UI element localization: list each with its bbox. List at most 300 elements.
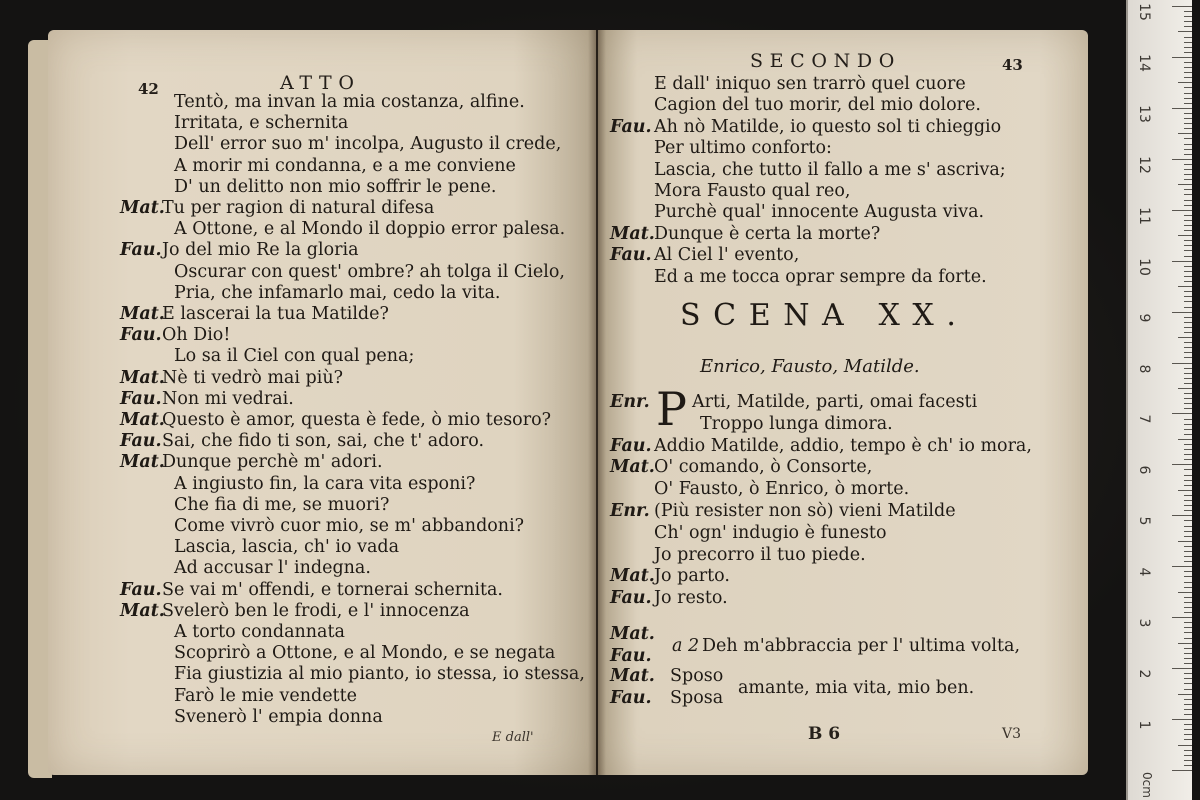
ruler-number: 2: [1136, 669, 1152, 679]
ruler-tick: [1172, 57, 1192, 58]
text-line: [120, 686, 357, 706]
ruler-tick: [1184, 205, 1192, 206]
text-line: [120, 410, 551, 430]
verse-text: Purchè qual' innocente Augusta viva.: [654, 202, 985, 223]
ruler-tick: [1184, 307, 1192, 308]
ruler-tick: [1184, 597, 1192, 598]
verse-text: Nè ti vedrò mai più?: [162, 367, 343, 388]
ruler-tick: [1178, 745, 1192, 746]
text-line: [120, 580, 503, 600]
verse-text: Svelerò ben le frodi, e l' innocenza: [162, 600, 470, 621]
ruler-tick: [1184, 683, 1192, 684]
verse-text: Ad accusar l' indegna.: [174, 558, 371, 579]
text-line: [610, 479, 909, 499]
verse-text: Per ultimo conforto:: [654, 138, 832, 159]
ruler-tick: [1184, 154, 1192, 155]
verse-text: Farò le mie vendette: [174, 685, 357, 706]
ruler-tick: [1184, 169, 1192, 170]
ruler-tick: [1184, 291, 1192, 292]
running-head-right: SECONDO: [750, 50, 901, 72]
speaker-label: Mat.: [610, 566, 655, 587]
verse-text: A torto condannata: [174, 622, 345, 642]
ruler-tick: [1178, 31, 1192, 32]
verse-text: Che fia di me, se muori?: [174, 494, 390, 515]
measuring-ruler: [1126, 0, 1192, 800]
ruler-tick: [1184, 576, 1192, 577]
ruler-tick: [1184, 128, 1192, 129]
ruler-tick: [1184, 42, 1192, 43]
ruler-tick: [1178, 184, 1192, 185]
speaker-label: Fau.: [610, 435, 652, 456]
ruler-tick: [1184, 103, 1192, 104]
page-number-left: 42: [138, 80, 159, 98]
ruler-tick: [1184, 444, 1192, 445]
ruler-tick: [1172, 6, 1192, 7]
ruler-tick: [1172, 464, 1192, 465]
text-line: [120, 262, 565, 282]
speaker-label: Enr.: [610, 501, 650, 521]
ruler-tick: [1184, 144, 1192, 145]
ruler-tick: [1184, 113, 1192, 114]
text-line: [610, 588, 728, 608]
verse-text: Non mi vedrai.: [162, 388, 294, 409]
ruler-tick: [1184, 276, 1192, 277]
text-line: [120, 177, 496, 197]
text-line: [610, 74, 966, 94]
ruler-tick: [1184, 495, 1192, 496]
text-line: [120, 452, 383, 472]
ruler-tick: [1184, 398, 1192, 399]
ruler-tick: [1178, 388, 1192, 389]
ruler-tick: [1184, 658, 1192, 659]
ruler-tick: [1184, 475, 1192, 476]
ruler-tick: [1184, 678, 1192, 679]
ruler-tick: [1184, 52, 1192, 53]
ruler-tick: [1184, 352, 1192, 353]
ruler-tick: [1184, 37, 1192, 38]
ruler-tick: [1184, 571, 1192, 572]
ruler-tick: [1184, 724, 1192, 725]
ruler-number: 15: [1136, 3, 1152, 21]
ruler-tick: [1184, 47, 1192, 48]
speaker-label: Mat.: [120, 198, 165, 218]
ruler-number: 14: [1136, 54, 1152, 72]
ruler-tick: [1184, 240, 1192, 241]
text-line: [120, 304, 389, 324]
drop-cap: P: [656, 382, 687, 436]
ruler-tick: [1184, 582, 1192, 583]
scene-characters: Enrico, Fausto, Matilde.: [700, 356, 920, 377]
ruler-number: 4: [1136, 567, 1152, 577]
speaker-label: Fau.: [120, 240, 162, 261]
ruler-tick: [1172, 617, 1192, 618]
verse-text: Tu per ragion di natural difesa: [162, 198, 435, 218]
text-line: [120, 601, 470, 621]
ruler-tick: [1184, 189, 1192, 190]
verse-text: Oscurar con quest' ombre? ah tolga il Cielo,: [174, 261, 565, 282]
ruler-tick: [1184, 403, 1192, 404]
verse-text: Ed a me tocca oprar sempre da forte.: [654, 266, 987, 287]
verse-text: Troppo lunga dimora.: [700, 413, 893, 434]
ruler-tick: [1184, 536, 1192, 537]
verse-text: Oh Dio!: [162, 325, 231, 346]
verse-text: O' Fausto, ò Enrico, ò morte.: [654, 479, 910, 500]
duet-line-2: amante, mia vita, mio ben.: [738, 678, 975, 698]
verse-text: O' comando, ò Consorte,: [654, 457, 873, 478]
text-line: [120, 92, 525, 112]
ruler-tick: [1172, 363, 1192, 364]
text-line: [120, 516, 524, 536]
right-page: [598, 30, 1088, 775]
ruler-tick: [1184, 16, 1192, 17]
ruler-number: 3: [1136, 618, 1152, 628]
text-line: [610, 523, 887, 543]
ruler-tick: [1184, 67, 1192, 68]
verse-text: E dall' iniquo sen trarrò quel cuore: [654, 74, 966, 94]
ruler-tick: [1184, 230, 1192, 231]
ruler-tick: [1178, 337, 1192, 338]
ruler-tick: [1184, 709, 1192, 710]
ruler-tick: [1184, 368, 1192, 369]
ruler-tick: [1172, 159, 1192, 160]
speaker-label: Fau.: [120, 579, 162, 600]
ruler-tick: [1184, 760, 1192, 761]
verse-text: Tentò, ma invan la mia costanza, alfine.: [174, 92, 525, 112]
duet-speaker-mat-2: Mat.: [610, 666, 655, 686]
ruler-number: 10: [1136, 257, 1152, 276]
speaker-label: Mat.: [610, 457, 655, 478]
text-line: [610, 566, 730, 586]
text-line: [610, 457, 872, 477]
ruler-tick: [1178, 592, 1192, 593]
ruler-tick: [1184, 266, 1192, 267]
ruler-tick: [1184, 62, 1192, 63]
verse-text: Irritata, e schernita: [174, 113, 349, 134]
ruler-tick: [1184, 332, 1192, 333]
ruler-tick: [1184, 123, 1192, 124]
ruler-number: 6: [1136, 465, 1152, 475]
verse-text: Fia giustizia al mio pianto, io stessa, io stessa,: [174, 664, 585, 685]
verse-text: Sai, che fido ti son, sai, che t' adoro.: [162, 431, 485, 452]
ruler-tick: [1184, 342, 1192, 343]
speaker-label: Fau.: [120, 325, 162, 346]
ruler-tick: [1184, 546, 1192, 547]
ruler-tick: [1184, 627, 1192, 628]
text-line: [120, 431, 484, 451]
catchword-left: E dall': [492, 730, 534, 745]
ruler-tick: [1184, 383, 1192, 384]
text-line: [120, 240, 359, 260]
speaker-label: Fau.: [120, 388, 162, 409]
ruler-number: 8: [1136, 364, 1152, 373]
verse-text: Jo resto.: [654, 588, 728, 609]
duet-line-1: Deh m'abbraccia per l' ultima volta,: [702, 636, 1021, 656]
verse-text: Se vai m' offendi, e tornerai schernita.: [162, 579, 503, 600]
ruler-tick: [1178, 286, 1192, 287]
verse-text: E lascerai la tua Matilde?: [162, 304, 389, 324]
text-line: [610, 181, 850, 201]
ruler-tick: [1184, 607, 1192, 608]
verse-text: Svenerò l' empia donna: [174, 706, 383, 727]
ruler-number: 5: [1136, 516, 1152, 526]
speaker-label: Mat.: [120, 600, 165, 621]
ruler-tick: [1184, 378, 1192, 379]
text-line: [610, 95, 981, 115]
ruler-tick: [1184, 393, 1192, 394]
ruler-tick: [1184, 250, 1192, 251]
text-line: [610, 138, 832, 158]
speaker-label: Enr.: [610, 392, 650, 412]
ruler-tick: [1184, 454, 1192, 455]
ruler-tick: [1178, 235, 1192, 236]
ruler-tick: [1184, 500, 1192, 501]
ruler-tick: [1184, 11, 1192, 12]
duet-marker: a 2: [672, 636, 700, 656]
open-book: [28, 30, 1088, 778]
running-head-left: ATTO: [280, 72, 361, 94]
ruler-tick: [1172, 312, 1192, 313]
speaker-label: Mat.: [120, 304, 165, 324]
ruler-tick: [1184, 98, 1192, 99]
text-line: [120, 495, 389, 515]
ruler-tick: [1172, 668, 1192, 669]
ruler-tick: [1184, 347, 1192, 348]
ruler-tick: [1184, 179, 1192, 180]
ruler-tick: [1184, 551, 1192, 552]
ruler-tick: [1184, 689, 1192, 690]
verse-text: Jo parto.: [654, 566, 730, 587]
verse-text: Ah nò Matilde, io questo sol ti chieggio: [654, 116, 1002, 137]
text-line: [610, 436, 1032, 456]
ruler-number: 1: [1136, 720, 1152, 730]
duet-speaker-fau: Fau.: [610, 646, 652, 666]
ruler-tick: [1178, 82, 1192, 83]
ruler-tick: [1184, 714, 1192, 715]
ruler-tick: [1178, 541, 1192, 542]
ruler-tick: [1184, 561, 1192, 562]
ruler-tick: [1184, 256, 1192, 257]
page-number-right: 43: [1002, 56, 1023, 74]
ruler-tick: [1184, 755, 1192, 756]
ruler-tick: [1184, 765, 1192, 766]
speaker-label: Fau.: [610, 588, 652, 609]
ruler-tick: [1172, 413, 1192, 414]
speaker-label: Mat.: [120, 410, 165, 430]
text-line: [610, 501, 956, 521]
ruler-number: 13: [1136, 104, 1152, 123]
speaker-label: Mat.: [120, 452, 165, 473]
text-line: [120, 389, 294, 409]
ruler-unit: 0cm: [1139, 772, 1154, 798]
ruler-tick: [1172, 566, 1192, 567]
text-line: [120, 474, 475, 494]
ruler-tick: [1184, 632, 1192, 633]
ruler-tick: [1184, 164, 1192, 165]
ruler-tick: [1184, 419, 1192, 420]
ruler-tick: [1184, 520, 1192, 521]
ruler-tick: [1178, 133, 1192, 134]
ruler-tick: [1184, 301, 1192, 302]
verse-text: D' un delitto non mio soffrir le pene.: [174, 176, 497, 197]
ruler-tick: [1184, 587, 1192, 588]
verse-text: Dell' error suo m' incolpa, Augusto il crede,: [174, 134, 562, 155]
ruler-tick: [1184, 271, 1192, 272]
speaker-label: Fau.: [120, 431, 162, 452]
ruler-tick: [1184, 322, 1192, 323]
verse-text: Ch' ogn' indugio è funesto: [654, 522, 887, 543]
ruler-tick: [1184, 653, 1192, 654]
ruler-tick: [1184, 485, 1192, 486]
ruler-number: 7: [1136, 414, 1152, 424]
text-line: [120, 622, 345, 642]
verse-text: Pria, che infamarlo mai, cedo la vita.: [174, 282, 501, 303]
verse-text: Come vivrò cuor mio, se m' abbandoni?: [174, 516, 525, 536]
ruler-tick: [1184, 373, 1192, 374]
text-line: [120, 156, 516, 176]
duet-word-sposa: Sposa: [670, 688, 724, 708]
ruler-tick: [1184, 194, 1192, 195]
ruler-tick: [1184, 526, 1192, 527]
left-page: [48, 30, 596, 775]
text-line: [610, 224, 880, 244]
verse-text: Arti, Matilde, parti, omai facesti: [692, 392, 978, 412]
ruler-tick: [1172, 770, 1192, 771]
catchword-right: V3: [1002, 726, 1022, 742]
verse-text: Cagion del tuo morir, del mio dolore.: [654, 95, 981, 116]
text-line: [610, 392, 977, 412]
ruler-tick: [1184, 459, 1192, 460]
ruler-tick: [1184, 510, 1192, 511]
text-line: [120, 113, 348, 133]
book-gutter: [588, 30, 606, 775]
speaker-label: Fau.: [610, 245, 652, 266]
ruler-tick: [1184, 622, 1192, 623]
ruler-tick: [1184, 281, 1192, 282]
text-line: [120, 198, 434, 218]
verse-text: Al Ciel l' evento,: [654, 245, 800, 266]
ruler-number: 11: [1136, 206, 1152, 225]
verse-text: Mora Fausto qual reo,: [654, 181, 851, 201]
ruler-number: 12: [1136, 155, 1152, 174]
text-line: [120, 219, 565, 239]
ruler-tick: [1184, 480, 1192, 481]
ruler-tick: [1184, 663, 1192, 664]
verse-text: Jo del mio Re la gloria: [162, 240, 359, 261]
ruler-tick: [1184, 638, 1192, 639]
ruler-tick: [1184, 327, 1192, 328]
ruler-tick: [1172, 108, 1192, 109]
ruler-tick: [1184, 434, 1192, 435]
ruler-tick: [1184, 602, 1192, 603]
ruler-tick: [1184, 531, 1192, 532]
text-line: [120, 368, 343, 388]
speaker-label: Mat.: [610, 223, 655, 244]
ruler-tick: [1184, 505, 1192, 506]
text-line: [610, 202, 984, 222]
verse-text: A morir mi condanna, e a me conviene: [174, 155, 516, 176]
verse-text: Dunque perchè m' adori.: [162, 452, 383, 473]
verse-text: A ingiusto fin, la cara vita esponi?: [174, 473, 476, 494]
text-line: [120, 134, 561, 154]
ruler-tick: [1184, 317, 1192, 318]
text-line: [120, 325, 230, 345]
ruler-tick: [1184, 612, 1192, 613]
ruler-tick: [1184, 87, 1192, 88]
ruler-tick: [1184, 149, 1192, 150]
ruler-tick: [1184, 408, 1192, 409]
ruler-tick: [1184, 225, 1192, 226]
ruler-tick: [1184, 729, 1192, 730]
ruler-tick: [1172, 515, 1192, 516]
ruler-tick: [1184, 220, 1192, 221]
text-line: [120, 664, 585, 684]
verse-text: Lascia, lascia, ch' io vada: [174, 537, 400, 558]
ruler-tick: [1184, 449, 1192, 450]
scene-title: SCENA XX.: [680, 298, 969, 333]
ruler-tick: [1184, 556, 1192, 557]
ruler-tick: [1184, 93, 1192, 94]
ruler-tick: [1178, 490, 1192, 491]
verse-text: (Più resister non sò) vieni Matilde: [654, 501, 956, 521]
ruler-tick: [1184, 72, 1192, 73]
text-line: [610, 545, 866, 565]
ruler-tick: [1178, 643, 1192, 644]
text-line: [120, 283, 500, 303]
signature-mark: B 6: [808, 724, 841, 744]
text-line: [120, 537, 399, 557]
ruler-tick: [1184, 200, 1192, 201]
duet-speaker-mat: Mat.: [610, 624, 655, 644]
speaker-label: Fau.: [610, 116, 652, 137]
ruler-tick: [1184, 26, 1192, 27]
ruler-tick: [1184, 174, 1192, 175]
text-line: [120, 707, 383, 727]
ruler-tick: [1184, 648, 1192, 649]
text-line: [610, 267, 987, 287]
ruler-tick: [1172, 210, 1192, 211]
ruler-tick: [1178, 694, 1192, 695]
text-line: [610, 245, 799, 265]
verse-text: Scoprirò a Ottone, e al Mondo, e se negata: [174, 643, 556, 664]
verse-text: Lascia, che tutto il fallo a me s' ascriva;: [654, 159, 1006, 180]
ruler-tick: [1184, 215, 1192, 216]
speaker-label: Mat.: [120, 367, 165, 388]
ruler-tick: [1184, 357, 1192, 358]
ruler-tick: [1184, 21, 1192, 22]
ruler-tick: [1184, 245, 1192, 246]
text-line: [120, 346, 414, 366]
verse-text: Addio Matilde, addio, tempo è ch' io mora,: [654, 435, 1032, 456]
ruler-tick: [1184, 704, 1192, 705]
ruler-tick: [1184, 750, 1192, 751]
ruler-tick: [1184, 699, 1192, 700]
ruler-number: 9: [1136, 313, 1152, 323]
ruler-tick: [1184, 77, 1192, 78]
duet-word-sposo: Sposo: [670, 666, 724, 686]
text-line: [610, 160, 1006, 180]
ruler-tick: [1178, 439, 1192, 440]
verse-text: Dunque è certa la morte?: [654, 223, 881, 244]
ruler-tick: [1172, 261, 1192, 262]
ruler-tick: [1172, 719, 1192, 720]
ruler-tick: [1184, 469, 1192, 470]
verse-text: Questo è amor, questa è fede, ò mio tesoro?: [162, 410, 551, 430]
ruler-tick: [1184, 118, 1192, 119]
duet-speaker-fau-2: Fau.: [610, 688, 652, 708]
verse-text: A Ottone, e al Mondo il doppio error palesa.: [174, 219, 566, 240]
ruler-tick: [1184, 424, 1192, 425]
ruler-tick: [1184, 138, 1192, 139]
